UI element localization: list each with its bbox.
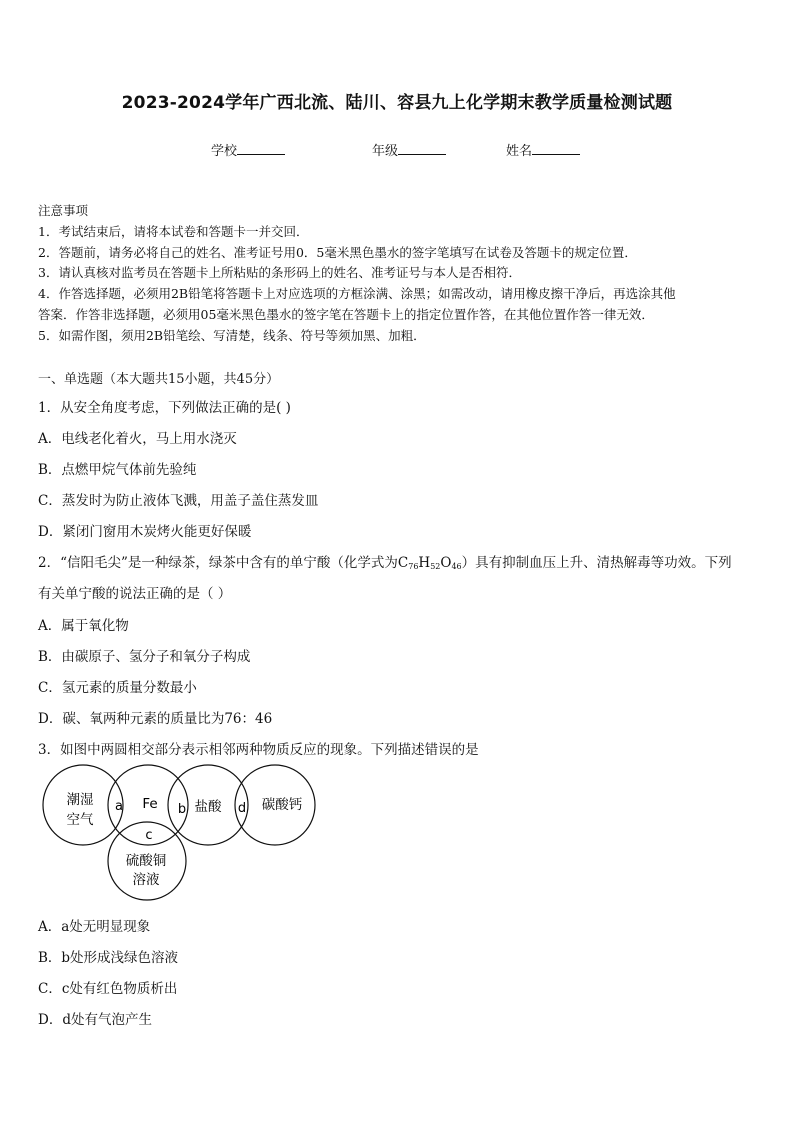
notice-item: 3．请认真核对监考员在答题卡上所粘贴的条形码上的姓名、准考证号与本人是否相符．	[38, 265, 521, 280]
label-cuso4-2: 溶液	[132, 872, 160, 888]
notice-item: 2．答题前，请务必将自己的姓名、准考证号用0．5毫米黑色墨水的签字笔填写在试卷及答题卡的规定位置．	[38, 245, 637, 260]
label-humid-air-2: 空气	[66, 812, 94, 828]
q3-stem: 3．如图中两圆相交部分表示相邻两种物质反应的现象。下列描述错误的是	[38, 742, 479, 758]
notice-item: 4．作答选择题，必须用2B铅笔将答题卡上对应选项的方框涂满、涂黑；如需改动，请用橡皮擦干净后，再选涂其他	[38, 286, 676, 301]
label-caco3: 碳酸钙	[261, 797, 303, 813]
q2-sub-c: 76	[408, 562, 419, 571]
q2-option-a[interactable]: A．属于氧化物	[38, 618, 129, 634]
label-fe: Fe	[142, 796, 158, 812]
name-blank[interactable]	[532, 142, 580, 155]
q2-o: O	[440, 555, 452, 571]
notice-item: 答案．作答非选择题，必须用05毫米黑色墨水的签字笔在答题卡上的指定位置作答，在其他位置作答一律无效．	[38, 307, 654, 322]
school-blank[interactable]	[237, 142, 285, 155]
q3-option-d[interactable]: D．d处有气泡产生	[38, 1012, 152, 1028]
q1-option-a[interactable]: A．电线老化着火，马上用水浇灭	[38, 431, 237, 447]
q3-option-b[interactable]: B．b处形成浅绿色溶液	[38, 950, 179, 966]
q2-sub-h: 52	[430, 562, 441, 571]
label-c: c	[145, 828, 153, 843]
school-field[interactable]	[211, 140, 285, 159]
label-b: b	[177, 802, 187, 817]
q2-option-b[interactable]: B．由碳原子、氢分子和氧分子构成	[38, 649, 251, 665]
label-cuso4-1: 硫酸铜	[125, 853, 167, 869]
label-humid-air-1: 潮湿	[66, 792, 94, 808]
q1-stem: 1．从安全角度考虑，下列做法正确的是( )	[38, 400, 291, 416]
label-a: a	[115, 799, 123, 814]
q2-option-d[interactable]: D．碳、氧两种元素的质量比为76：46	[38, 711, 273, 727]
q2-sub-o: 46	[451, 562, 462, 571]
q2-stem	[38, 551, 732, 571]
grade-label: 年级	[372, 144, 399, 159]
q3-reaction-diagram	[40, 764, 340, 906]
q2-stem-pre: 2．“信阳毛尖”是一种绿茶，绿茶中含有的单宁酸（化学式为C	[38, 555, 409, 571]
q1-option-d[interactable]: D．紧闭门窗用木炭烤火能更好保暖	[38, 524, 252, 540]
q2-stem-line2: 有关单宁酸的说法正确的是（ ）	[38, 586, 232, 602]
notice-item: 1．考试结束后，请将本试卷和答题卡一并交回．	[38, 224, 309, 239]
school-label: 学校	[211, 144, 238, 159]
q2-stem-post: ）具有抑制血压上升、清热解毒等功效。下列	[461, 555, 732, 571]
q2-option-c[interactable]: C．氢元素的质量分数最小	[38, 680, 197, 696]
label-hcl: 盐酸	[194, 799, 222, 815]
notice-heading: 注意事项	[38, 203, 89, 218]
q3-option-a[interactable]: A．a处无明显现象	[38, 919, 151, 935]
grade-blank[interactable]	[398, 142, 446, 155]
grade-field[interactable]	[372, 140, 446, 159]
label-d: d	[237, 801, 247, 816]
q1-option-c[interactable]: C．蒸发时为防止液体飞溅，用盖子盖住蒸发皿	[38, 493, 319, 509]
notice-item: 5．如需作图，须用2B铅笔绘、写清楚，线条、符号等须加黑、加粗．	[38, 328, 426, 343]
q3-option-c[interactable]: C．c处有红色物质析出	[38, 981, 178, 997]
name-field[interactable]	[506, 140, 580, 159]
name-label: 姓名	[506, 144, 533, 159]
q2-h: H	[418, 555, 431, 571]
section-heading: 一、单选题（本大题共15小题，共45分）	[38, 372, 280, 387]
page-title: 2023-2024学年广西北流、陆川、容县九上化学期末教学质量检测试题	[121, 93, 673, 113]
q1-option-b[interactable]: B．点燃甲烷气体前先验纯	[38, 462, 197, 478]
